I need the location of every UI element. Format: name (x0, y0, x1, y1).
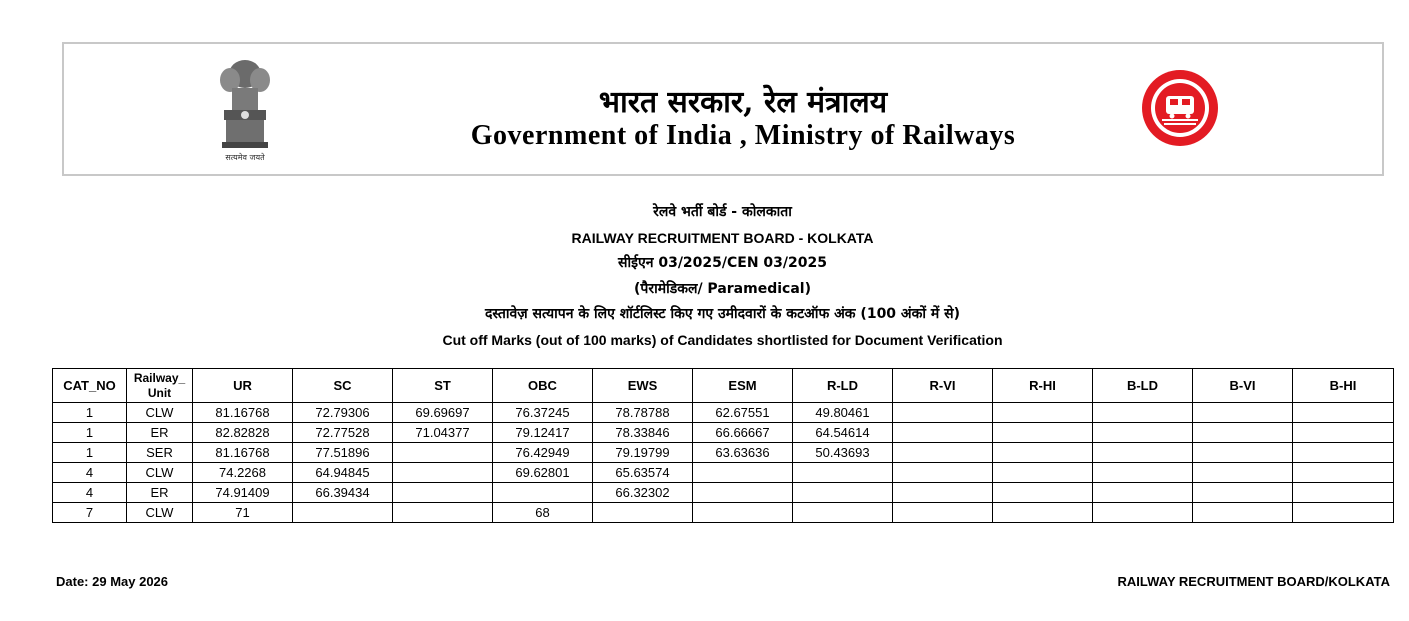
table-cell: 81.16768 (193, 443, 293, 463)
column-header: ST (393, 369, 493, 403)
table-cell (993, 443, 1093, 463)
table-cell (1193, 443, 1293, 463)
table-cell: 1 (53, 443, 127, 463)
title-hindi-description: दस्तावेज़ सत्यापन के लिए शॉर्टलिस्ट किए गए उमीदवारों के कटऑफ अंक (100 अंकों में से) (485, 306, 960, 322)
table-cell (1193, 503, 1293, 523)
table-cell: 79.19799 (593, 443, 693, 463)
table-header-row (53, 369, 1394, 403)
table-cell (1093, 403, 1193, 423)
table-cell (1193, 403, 1293, 423)
cutoff-marks-table (52, 368, 1394, 523)
table-cell (293, 503, 393, 523)
table-row (53, 503, 1394, 523)
table-cell: 76.37245 (493, 403, 593, 423)
column-header: UR (193, 369, 293, 403)
table-cell (993, 463, 1093, 483)
table-cell: 66.39434 (293, 483, 393, 503)
table-cell (1293, 443, 1394, 463)
table-cell (393, 463, 493, 483)
table-row (53, 423, 1394, 443)
table-cell: 82.82828 (193, 423, 293, 443)
table-cell (893, 483, 993, 503)
table-cell (793, 463, 893, 483)
table-cell: ER (127, 483, 193, 503)
column-header: Railway_ Unit (127, 369, 193, 403)
column-header: R-HI (993, 369, 1093, 403)
table-row (53, 483, 1394, 503)
table-body (53, 403, 1394, 523)
table-cell (893, 403, 993, 423)
column-header: R-VI (893, 369, 993, 403)
table-cell: 74.2268 (193, 463, 293, 483)
column-header: CAT_NO (53, 369, 127, 403)
table-cell: SER (127, 443, 193, 463)
title-english-description: Cut off Marks (out of 100 marks) of Candidates shortlisted for Document Verification (442, 331, 1003, 348)
table-cell (793, 483, 893, 503)
table-cell: 64.54614 (793, 423, 893, 443)
table-cell (993, 503, 1093, 523)
table-cell (793, 503, 893, 523)
table-cell: 78.33846 (593, 423, 693, 443)
table-cell: 50.43693 (793, 443, 893, 463)
table-cell: 1 (53, 403, 127, 423)
table-cell: 72.77528 (293, 423, 393, 443)
table-cell (1193, 463, 1293, 483)
table-cell (1193, 483, 1293, 503)
indian-railways-logo-icon (1136, 68, 1224, 148)
column-header: B-VI (1193, 369, 1293, 403)
table-cell: 63.63636 (693, 443, 793, 463)
table-cell (393, 503, 493, 523)
notice-titles (0, 200, 1409, 353)
table-cell: 7 (53, 503, 127, 523)
table-cell (1093, 463, 1193, 483)
table-cell (893, 423, 993, 443)
footer-board-signature: RAILWAY RECRUITMENT BOARD/KOLKATA (1117, 574, 1390, 589)
table-cell (693, 483, 793, 503)
title-cen-number: सीईएन 03/2025/CEN 03/2025 (617, 255, 827, 271)
banner-english-title: Government of India , Ministry of Railways (470, 120, 1016, 151)
table-cell: CLW (127, 403, 193, 423)
title-hindi-board: रेलवे भर्ती बोर्ड - कोलकाता (653, 204, 792, 220)
table-cell: 66.66667 (693, 423, 793, 443)
table-cell: 49.80461 (793, 403, 893, 423)
column-header: ESM (693, 369, 793, 403)
banner-hindi-title: भारत सरकार, रेल मंत्रालय (598, 85, 888, 120)
footer-date: Date: 29 May 2026 (56, 574, 169, 589)
table-cell (1093, 483, 1193, 503)
table-cell: ER (127, 423, 193, 443)
table-cell (993, 483, 1093, 503)
table-cell (1293, 423, 1394, 443)
column-header: B-LD (1093, 369, 1193, 403)
table-cell (893, 463, 993, 483)
title-category: (पैरामेडिकल/ Paramedical) (634, 280, 811, 297)
table-cell: 62.67551 (693, 403, 793, 423)
table-cell (1193, 423, 1293, 443)
table-row (53, 443, 1394, 463)
table-cell: 66.32302 (593, 483, 693, 503)
table-cell: 71.04377 (393, 423, 493, 443)
table-cell (693, 463, 793, 483)
table-cell: 69.62801 (493, 463, 593, 483)
table-cell: 78.78788 (593, 403, 693, 423)
table-cell (1093, 443, 1193, 463)
table-cell: 76.42949 (493, 443, 593, 463)
header-banner (62, 42, 1384, 176)
table-cell: 74.91409 (193, 483, 293, 503)
table-cell (893, 443, 993, 463)
table-cell (693, 503, 793, 523)
column-header: B-HI (1293, 369, 1394, 403)
emblem-caption: सत्यमेव जयते (225, 153, 265, 162)
column-header: OBC (493, 369, 593, 403)
table-cell: 77.51896 (293, 443, 393, 463)
table-cell (993, 423, 1093, 443)
table-cell (393, 443, 493, 463)
table-cell: CLW (127, 463, 193, 483)
table-cell: 4 (53, 483, 127, 503)
column-header: EWS (593, 369, 693, 403)
table-cell: 68 (493, 503, 593, 523)
table-cell: 4 (53, 463, 127, 483)
table-cell (893, 503, 993, 523)
table-cell: CLW (127, 503, 193, 523)
title-english-board: RAILWAY RECRUITMENT BOARD - KOLKATA (571, 229, 874, 246)
table-cell (1293, 403, 1394, 423)
table-cell: 72.79306 (293, 403, 393, 423)
table-cell: 64.94845 (293, 463, 393, 483)
table-cell (1093, 423, 1193, 443)
table-cell (493, 483, 593, 503)
table-cell (393, 483, 493, 503)
table-cell (1093, 503, 1193, 523)
table-cell: 79.12417 (493, 423, 593, 443)
table-cell (993, 403, 1093, 423)
column-header: SC (293, 369, 393, 403)
table-cell (1293, 483, 1394, 503)
table-cell: 1 (53, 423, 127, 443)
table-cell: 81.16768 (193, 403, 293, 423)
column-header: R-LD (793, 369, 893, 403)
table-row (53, 403, 1394, 423)
table-cell: 71 (193, 503, 293, 523)
table-cell: 65.63574 (593, 463, 693, 483)
table-cell (1293, 463, 1394, 483)
table-cell (593, 503, 693, 523)
table-row (53, 463, 1394, 483)
table-cell (1293, 503, 1394, 523)
table-cell: 69.69697 (393, 403, 493, 423)
